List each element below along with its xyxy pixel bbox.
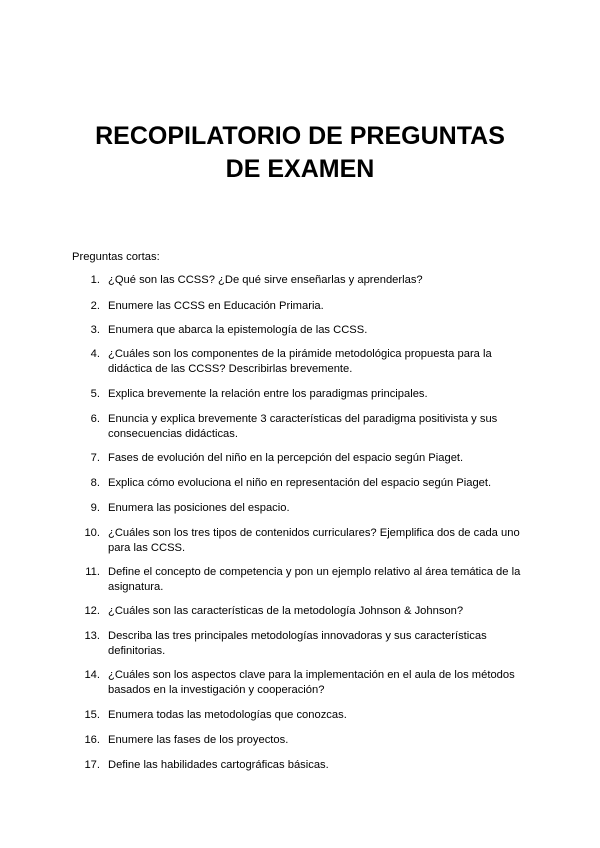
page-title	[40, 120, 560, 186]
question-number: 15.	[84, 709, 100, 721]
question-text: Define el concepto de competencia y pon un ejemplo relativo al área temática de la asignatura.	[108, 566, 521, 593]
question-number: 12.	[84, 605, 100, 617]
question-number: 3.	[90, 324, 100, 336]
question-number: 5.	[90, 388, 100, 400]
question-number: 4.	[90, 348, 100, 360]
question-text: Enumere las CCSS en Educación Primaria.	[108, 300, 324, 312]
question-text: ¿Qué son las CCSS? ¿De qué sirve enseñarlas y aprenderlas?	[108, 274, 423, 286]
section-label: Preguntas cortas:	[72, 251, 160, 263]
question-text: ¿Cuáles son los aspectos clave para la implementación en el aula de los métodos basados en la investigación y cooperación?	[108, 669, 515, 696]
question-number: 13.	[84, 630, 100, 642]
question-text: ¿Cuáles son las características de la metodología Johnson & Johnson?	[108, 605, 464, 617]
question-number: 9.	[90, 502, 100, 514]
page-title-line-1: RECOPILATORIO DE PREGUNTAS	[95, 122, 505, 150]
question-text: Fases de evolución del niño en la percepción del espacio según Piaget.	[108, 452, 464, 464]
question-number: 16.	[84, 734, 100, 746]
question-number: 11.	[85, 566, 100, 578]
question-text: Enumere las fases de los proyectos.	[108, 734, 289, 746]
question-number: 14.	[84, 669, 100, 681]
question-number: 2.	[90, 300, 100, 312]
question-text: Define las habilidades cartográficas básicas.	[108, 759, 329, 771]
question-number: 7.	[90, 452, 100, 464]
question-number: 10.	[84, 527, 100, 539]
question-text: Explica cómo evoluciona el niño en representación del espacio según Piaget.	[108, 477, 492, 489]
question-text: Enumera que abarca la epistemología de las CCSS.	[108, 324, 368, 336]
question-text: Describa las tres principales metodologías innovadoras y sus características definitorias.	[108, 630, 487, 657]
question-number: 6.	[90, 413, 100, 425]
question-text: Enumera todas las metodologías que conozcas.	[108, 709, 347, 721]
question-text: Enumera las posiciones del espacio.	[108, 502, 290, 514]
question-number: 1.	[90, 274, 100, 286]
question-number: 17.	[84, 759, 100, 771]
question-text: Explica brevemente la relación entre los paradigmas principales.	[108, 388, 428, 400]
question-text: ¿Cuáles son los tres tipos de contenidos curriculares? Ejemplifica dos de cada uno para las CCSS.	[108, 527, 520, 554]
page-title-line-2: DE EXAMEN	[225, 155, 375, 183]
question-text: Enuncia y explica brevemente 3 características del paradigma positivista y sus consecuencias didácticas.	[108, 413, 498, 440]
question-number: 8.	[90, 477, 100, 489]
question-text: ¿Cuáles son los componentes de la pirámide metodológica propuesta para la didáctica de las CCSS? Describirlas brevemente.	[108, 348, 492, 375]
